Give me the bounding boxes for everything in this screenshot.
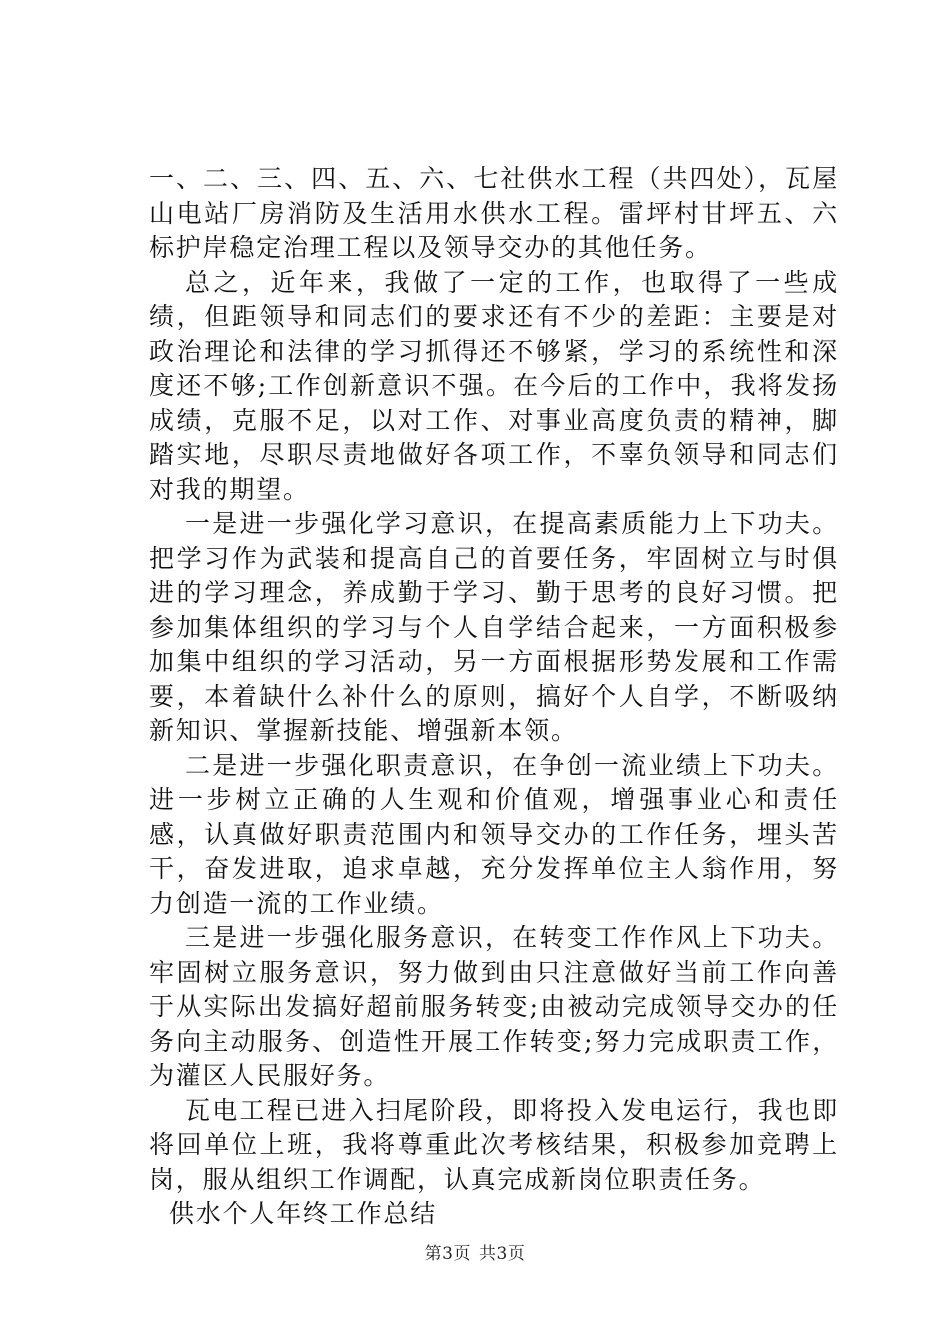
document-title-line: 供水个人年终工作总结 — [169, 1199, 438, 1228]
paragraph-project-list: 一、二、三、四、五、六、七社供水工程（共四处），瓦屋山电站厂房消防及生活用水供水工程。雷坪村甘坪五、六标护岸稳定治理工程以及领导交办的其他任务。 — [149, 164, 839, 262]
paragraph-service: 三是进一步强化服务意识，在转变工作作风上下功夫。牢固树立服务意识，努力做到由只注意做好当前工作向善于从实际出发搞好超前服务转变;由被动完成领导交办的任务向主动服务、创造性开展工作转变;努力完成职责工作，为灌区人民服好务。 — [149, 923, 839, 1090]
page-number-current: 第3页 — [424, 1244, 471, 1264]
paragraph-summary: 总之，近年来，我做了一定的工作，也取得了一些成绩，但距领导和同志们的要求还有不少的差距：主要是对政治理论和法律的学习抓得还不够紧，学习的系统性和深度还不够;工作创新意识不强。在今后的工作中，我将发扬成绩，克服不足，以对工作、对事业高度负责的精神，脚踏实地，尽职尽责地做好各项工作，不辜负领导和同志们对我的期望。 — [149, 267, 839, 504]
page-footer — [0, 1243, 950, 1265]
page-number-total: 共3页 — [479, 1244, 526, 1264]
paragraph-responsibility: 二是进一步强化职责意识，在争创一流业绩上下功夫。进一步树立正确的人生观和价值观，增强事业心和责任感，认真做好职责范围内和领导交办的工作任务，埋头苦干，奋发进取，追求卓越，充分发挥单位主人翁作用，努力创造一流的工作业绩。 — [149, 750, 839, 918]
paragraph-learning: 一是进一步强化学习意识，在提高素质能力上下功夫。把学习作为武装和提高自己的首要任务，牢固树立与时俱进的学习理念，养成勤于学习、勤于思考的良好习惯。把参加集体组织的学习与个人自学结合起来，一方面积极参加集中组织的学习活动，另一方面根据形势发展和工作需要，本着缺什么补什么的原则，搞好个人自学，不断吸纳新知识、掌握新技能、增强新本领。 — [149, 509, 839, 745]
document-body — [149, 162, 839, 1232]
paragraph-closing: 瓦电工程已进入扫尾阶段，即将投入发电运行，我也即将回单位上班，我将尊重此次考核结果，积极参加竞聘上岗，服从组织工作调配，认真完成新岗位职责任务。 — [149, 1095, 839, 1194]
